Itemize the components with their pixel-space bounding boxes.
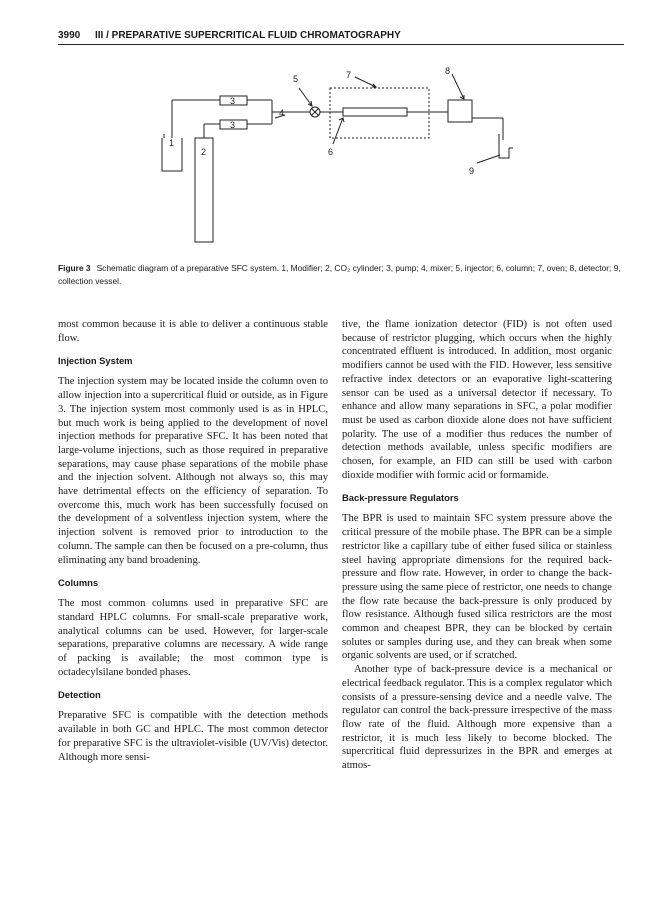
figure-caption-text: Schematic diagram of a preparative SFC system. 1, Modifier; 2, CO₂ cylinder; 3, pump; 4, mixer; 5, injector; 6, column; 7, oven; 8, detector; 9, collection vessel. [58, 263, 621, 286]
header-rule [58, 44, 624, 45]
label-2-co2-cylinder: 2 [201, 147, 207, 157]
label-8-detector: 8 [445, 66, 451, 76]
paragraph-detection: Preparative SFC is compatible with the detection methods available in both GC and HPLC. The most common detector for preparative SFC is the ultraviolet-visible (UV/Vis) detector. Although more sensi- [58, 710, 328, 763]
leader-7 [355, 77, 376, 87]
column-oven [330, 88, 429, 138]
leader-6 [333, 118, 343, 144]
label-1-modifier: 1 [169, 138, 175, 148]
heading-detection: Detection [58, 689, 101, 701]
collection-vessel [499, 134, 509, 158]
detector [448, 100, 472, 122]
paragraph-injection-system: The injection system may be located inside the column oven to allow injection into a supercritical fluid or outside, as in Figure 3. The injection system most commonly used is as in HPLC, but much work is being applied to the development of novel injection methods for preparative SFC. It has been noted that large-volume injections, such as those required in preparative separations, may cause phase separations of the mobile phase and the injection solvent. Although not always so, this may have detrimental effects on the efficiency of separation. To overcome this, much work has been successfully focused on the development of a solventless injection system, where the injection solvent is removed prior to introduction to the column. The sample can then be focused on a pre-column, thus eliminating any band broadening. [58, 376, 328, 566]
heading-injection-system: Injection System [58, 355, 133, 367]
label-3-pump-lower: 3 [230, 120, 236, 130]
running-title: III / PREPARATIVE SUPERCRITICAL FLUID CHROMATOGRAPHY [95, 30, 401, 41]
paragraph-detection-continued: tive, the flame ionization detector (FID) is not often used because of restrictor plugging, which occurs when the highly concentrated effluent is introduced. In addition, most organic modifiers cannot be used with the FID. However, less sensitive refractive index detectors or an evaporative light-scattering sensor can be used as a universal detector if necessary. To enhance and allow many separations in SFC, a polar modifier must be used as carbon dioxide alone does not have sufficient polarity. The use of a modifier thus reduces the number of detection methods available, unless specific modifiers are chosen, for example, an FID can still be used with carbon dioxide modifier with formic acid or formamide. [342, 319, 612, 481]
label-5-injector: 5 [293, 74, 299, 84]
leader-9 [477, 155, 500, 163]
left-column [58, 318, 328, 764]
leader-8 [452, 74, 464, 99]
running-header [58, 30, 624, 52]
figure-caption [58, 262, 624, 287]
paragraph-bpr-2: Another type of back-pressure device is a mechanical or electrical feedback regulator. This is a complex regulator which consists of a pressure-sensing device and a needle valve. The regulator can control the back-pressure irrespective of the mass flow rate of the fluid. Although more expensive than a restrictor, it is much less likely to become blocked. The supercritical fluid depressurizes in the BPR and emerges at atmos- [342, 664, 612, 772]
paragraph-bpr-1: The BPR is used to maintain SFC system pressure above the critical pressure of the mobile phase. The BPR can be a simple restrictor like a capillary tube of either fused silica or stainless steel having appropriate dimensions for the required back-pressure and flow rate. However, in order to change the back-pressure using the same piece of restrictor, one needs to change the flow rate because the back-pressure is only produced by flow resistance. Although fused silica restrictors are the most common and cheapest BPR, they can be blocked by certain solutes or samples during use, and they can break when some organic solvents are used, or if scratched. [342, 513, 612, 662]
right-column [342, 318, 612, 773]
heading-columns: Columns [58, 577, 99, 589]
label-3-pump-upper: 3 [230, 96, 236, 106]
leader-5 [299, 88, 312, 106]
heading-back-pressure-regulators: Back-pressure Regulators [342, 492, 459, 504]
paragraph-columns: The most common columns used in preparative SFC are standard HPLC columns. For small-scale preparative work, analytical columns can be used. However, for larger-scale separations, preparative columns are necessary. A wide range of packing is available; the most common type is octadecylsilane bonded phases. [58, 598, 328, 678]
figure-caption-label: Figure 3 [58, 263, 91, 273]
column [343, 108, 407, 116]
label-6-column: 6 [328, 147, 334, 157]
label-4-mixer: 4 [279, 108, 285, 118]
label-9-collection-vessel: 9 [469, 166, 475, 176]
figure-3-schematic [150, 60, 520, 250]
sfc-system-diagram [150, 60, 520, 250]
page-number: 3990 [58, 30, 81, 41]
label-7-oven: 7 [346, 70, 352, 80]
left-paragraph-continuation: most common because it is able to deliver a continuous stable flow. [58, 319, 328, 344]
